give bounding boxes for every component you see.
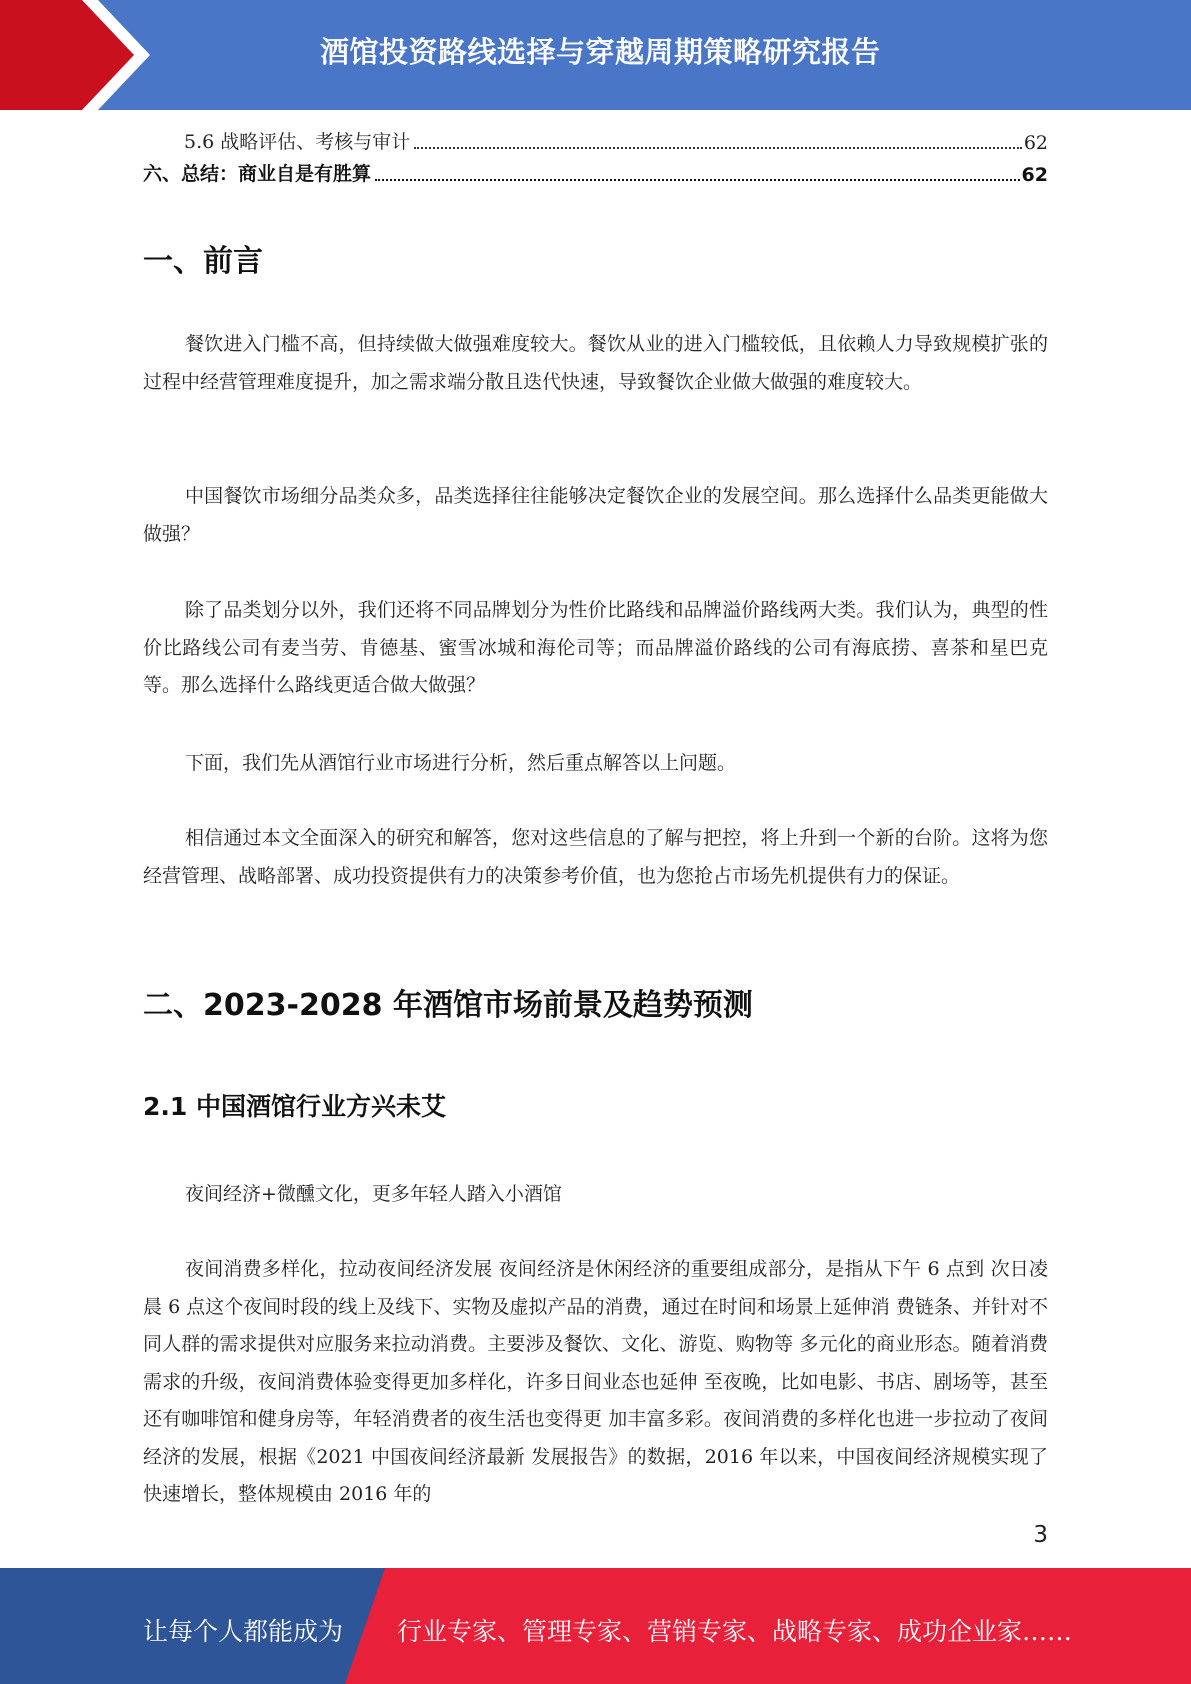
toc-entry-label: 六、总结：商业自是有胜算 [143,163,372,185]
toc-entry-page: 62 [1021,164,1048,186]
toc-entry[interactable] [143,162,1048,186]
section-heading-forecast: 二、2023-2028 年酒馆市场前景及趋势预测 [143,988,753,1023]
body-paragraph: 夜间消费多样化，拉动夜间经济发展 夜间经济是休闲经济的重要组成部分，是指从下午 6 点到 次日凌晨 6 点这个夜间时段的线上及线下、实物及虚拟产品的消费，通过在时间和场景上延伸消 费链条、并针对不同人群的需求提供对应服务来拉动消费。主要涉及餐饮、文化、游览、购物等 多元化的商业形态。随着消费需求的升级，夜间消费体验变得更加多样化，许多日间业态也延伸 至夜晚，比如电影、书店、剧场等，甚至还有咖啡馆和健身房等，年轻消费者的夜生活也变得更 加丰富多彩。夜间消费的多样化也进一步拉动了夜间经济的发展，根据《2021 中国夜间经济最新 发展报告》的数据，2016 年以来，中国夜间经济规模实现了快速增长，整体规模由 2016 年的 [143,1258,1048,1505]
body-paragraph: 夜间经济+微醺文化，更多年轻人踏入小酒馆 [185,1183,562,1205]
toc-leader-dots [414,147,1022,149]
toc-entry-page: 62 [1023,132,1048,154]
body-paragraph: 餐饮进入门槛不高，但持续做大做强难度较大。餐饮从业的进入门槛较低，且依赖人力导致规模扩张的过程中经营管理难度提升，加之需求端分散且迭代快速，导致餐饮企业做大做强的难度较大。 [143,333,1048,393]
toc-entry[interactable] [143,130,1048,154]
footer-banner [0,1568,1191,1684]
body-paragraph: 中国餐饮市场细分品类众多，品类选择往往能够决定餐饮企业的发展空间。那么选择什么品类更能做大做强？ [143,485,1048,545]
page-number: 3 [1033,1522,1048,1548]
toc-entry-label: 5.6 战略评估、考核与审计 [184,131,411,153]
report-title: 酒馆投资路线选择与穿越周期策略研究报告 [320,35,881,69]
footer-slogan-right: 行业专家、管理专家、营销专家、战略专家、成功企业家…… [397,1617,1073,1646]
subsection-heading: 2.1 中国酒馆行业方兴未艾 [143,1092,446,1121]
body-paragraph: 除了品类划分以外，我们还将不同品牌划分为性价比路线和品牌溢价路线两大类。我们认为，典型的性价比路线公司有麦当劳、肯德基、蜜雪冰城和海伦司等；而品牌溢价路线的公司有海底捞、喜茶和星巴克等。那么选择什么路线更适合做大做强？ [143,599,1048,696]
footer-slogan-left: 让每个人都能成为 [143,1617,344,1646]
body-paragraph: 下面，我们先从酒馆行业市场进行分析，然后重点解答以上问题。 [185,752,737,774]
header-banner [0,0,1191,110]
toc-leader-dots [375,179,1020,181]
body-paragraph: 相信通过本文全面深入的研究和解答，您对这些信息的了解与把控，将上升到一个新的台阶。这将为您经营管理、战略部署、成功投资提供有力的决策参考价值，也为您抢占市场先机提供有力的保证。 [143,827,1048,887]
section-heading-preface: 一、前言 [143,244,263,279]
